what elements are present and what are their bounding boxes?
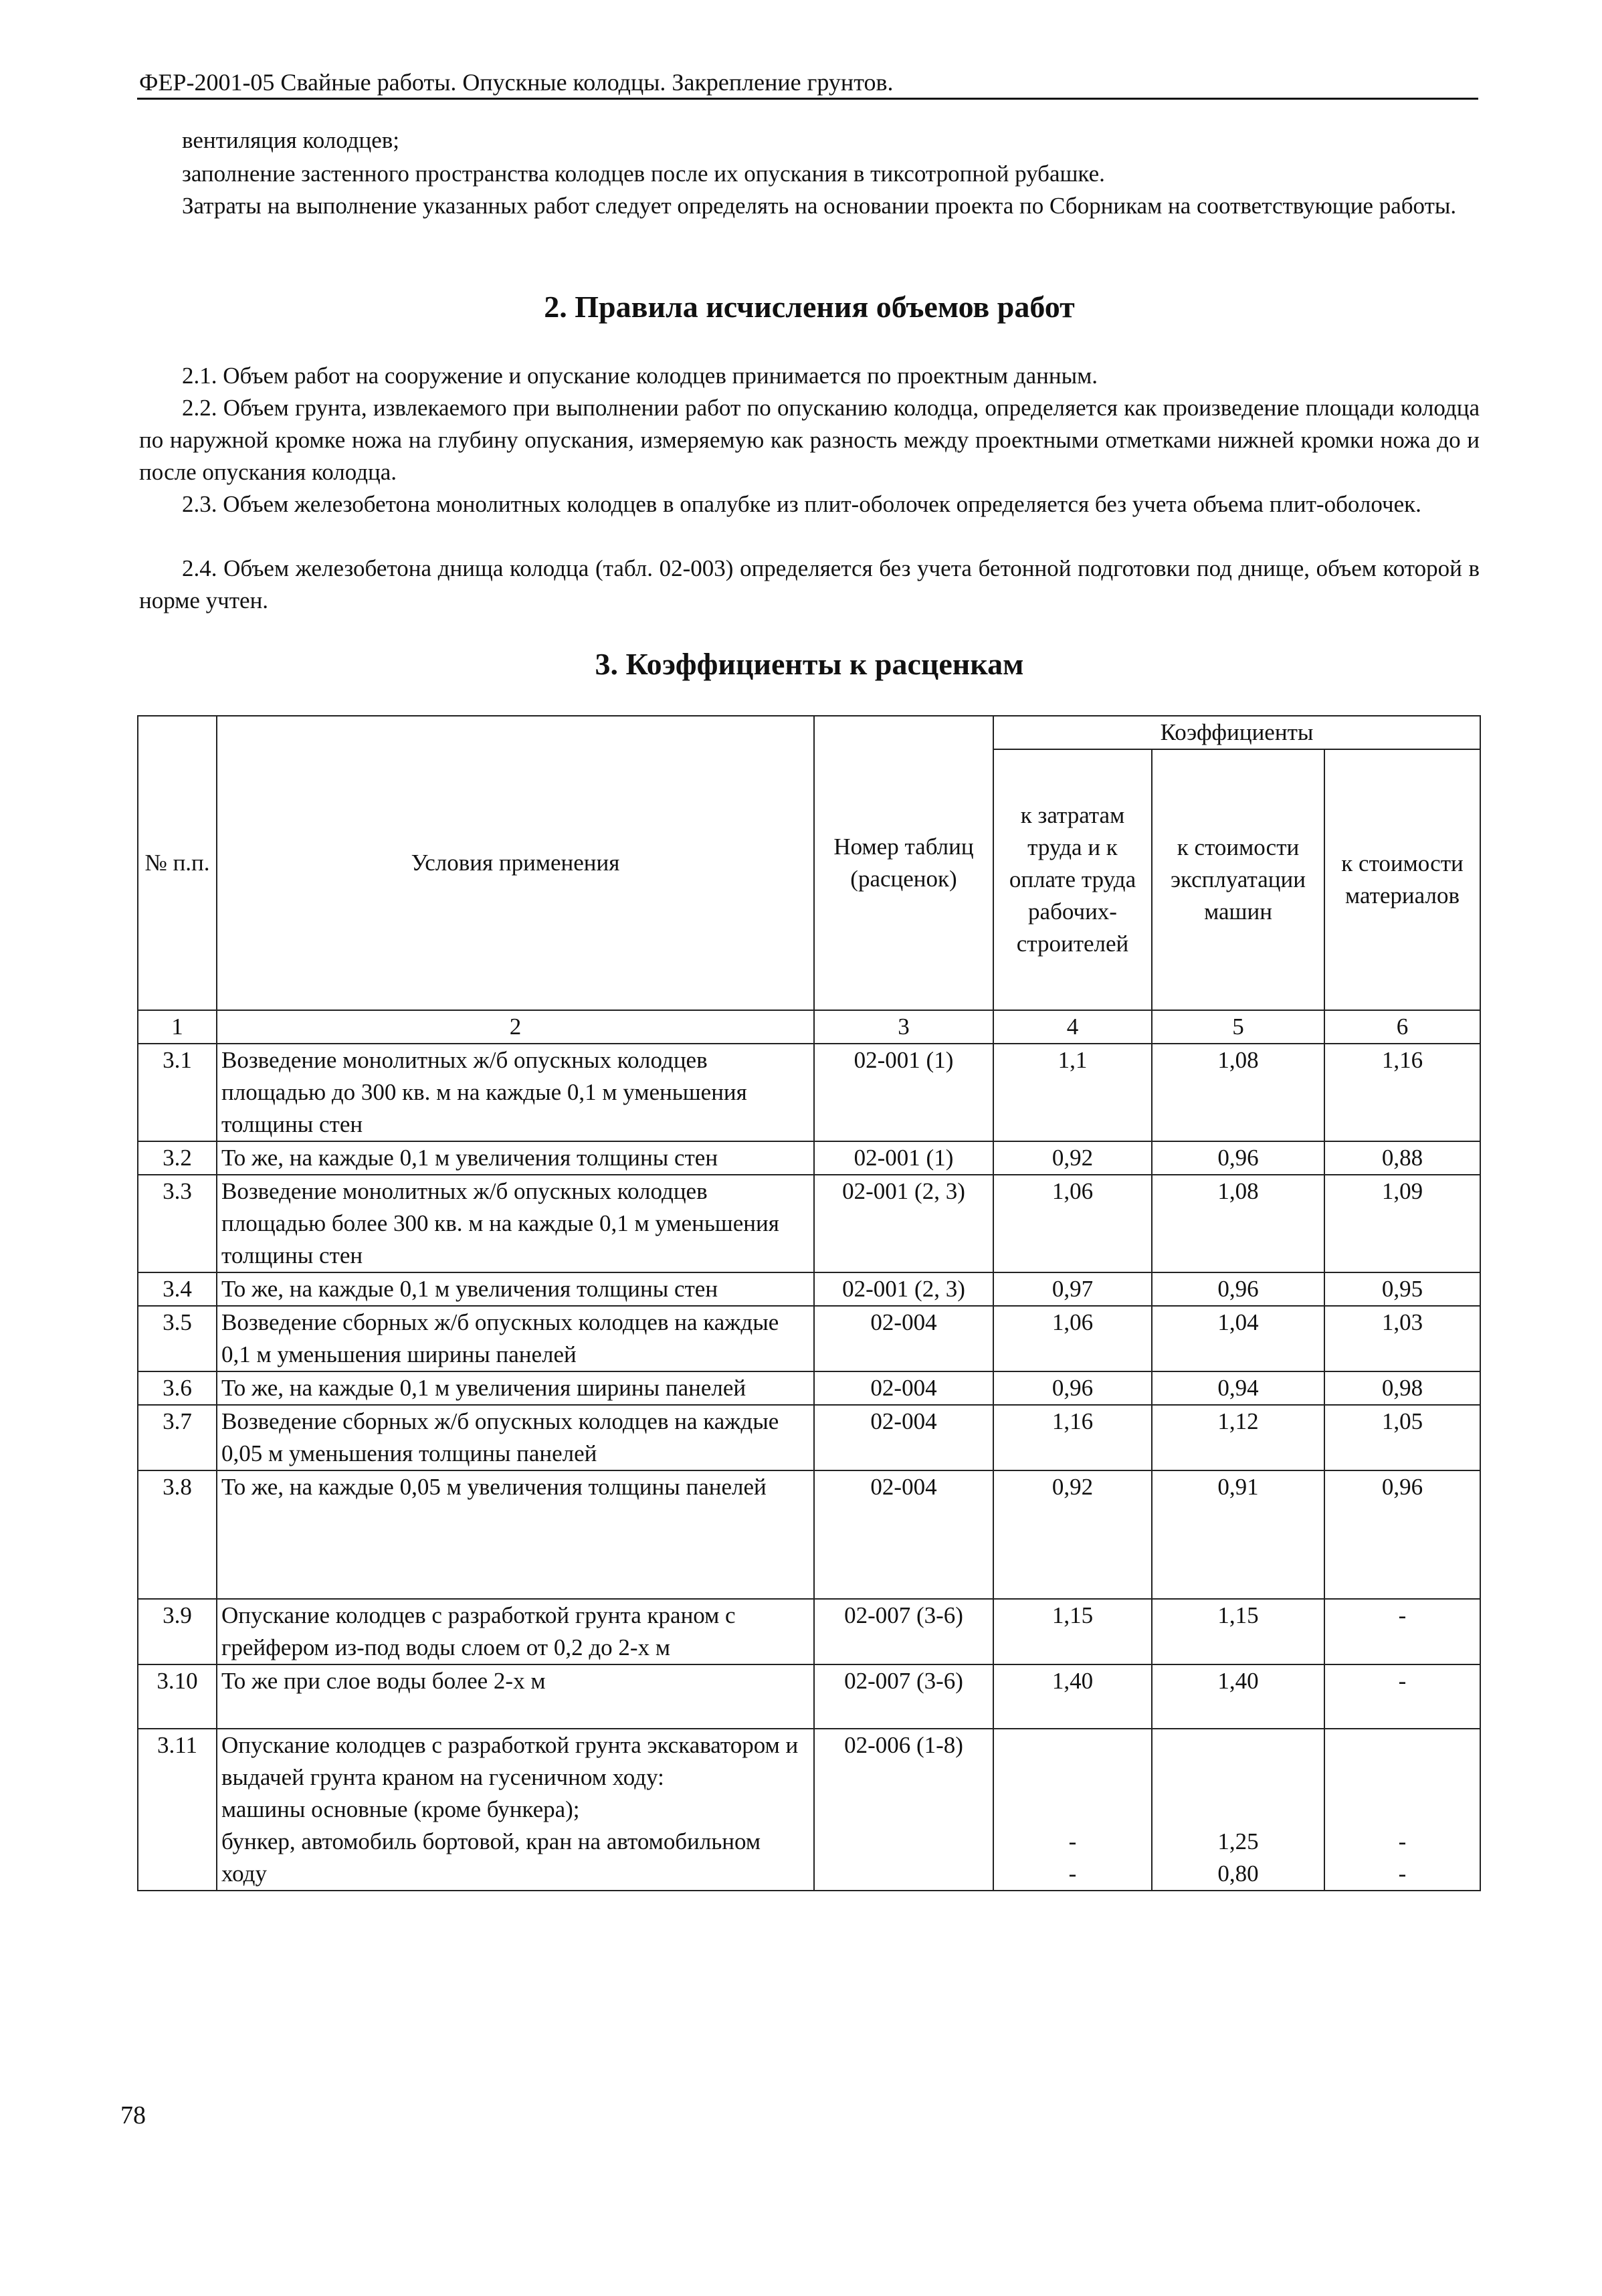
col-number: 5 <box>1152 1010 1324 1044</box>
row-num: 3.9 <box>138 1599 217 1664</box>
row-table-no: 02-004 <box>814 1306 993 1371</box>
row-materials: - <box>1324 1664 1480 1729</box>
page-number: 78 <box>120 2101 146 2129</box>
coefficients-table <box>137 715 1481 1891</box>
table-row <box>138 1044 1480 1141</box>
row-machines <box>1152 1729 1324 1891</box>
row-conditions-main: Опускание колодцев с разработкой грунта экскаватором и выдачей грунта краном на гусеничном ходу: <box>221 1732 799 1790</box>
row-conditions <box>217 1729 814 1891</box>
header-num: № п.п. <box>138 716 217 1010</box>
row-num: 3.11 <box>138 1729 217 1891</box>
row-labor: 1,40 <box>993 1664 1152 1729</box>
sub2-machines: 0,80 <box>1217 1860 1259 1887</box>
table-row <box>138 1175 1480 1272</box>
row-conditions: Возведение монолитных ж/б опускных колодцев площадью до 300 кв. м на каждые 0,1 м уменьшения толщины стен <box>217 1044 814 1141</box>
header-rule <box>137 98 1478 100</box>
sub2-materials: - <box>1398 1860 1407 1887</box>
table-row-3-11 <box>138 1729 1480 1891</box>
header-materials: к стоимости материалов <box>1324 749 1480 1010</box>
table-row <box>138 1470 1480 1599</box>
row-machines: 0,94 <box>1152 1371 1324 1405</box>
row-num: 3.10 <box>138 1664 217 1729</box>
row-table-no: 02-004 <box>814 1470 993 1599</box>
row-conditions: Возведение монолитных ж/б опускных колодцев площадью более 300 кв. м на каждые 0,1 м уменьшения толщины стен <box>217 1175 814 1272</box>
row-materials: 0,98 <box>1324 1371 1480 1405</box>
row-materials: 1,03 <box>1324 1306 1480 1371</box>
row-labor: 1,1 <box>993 1044 1152 1141</box>
row-num: 3.2 <box>138 1141 217 1175</box>
intro-paragraph: Затраты на выполнение указанных работ следует определять на основании проекта по Сборникам на соответствующие работы. <box>182 193 1457 219</box>
column-number-row <box>138 1010 1480 1044</box>
row-materials: 0,95 <box>1324 1272 1480 1306</box>
row-machines: 0,91 <box>1152 1470 1324 1599</box>
row-num: 3.4 <box>138 1272 217 1306</box>
col-number: 1 <box>138 1010 217 1044</box>
table-row <box>138 1371 1480 1405</box>
row-table-no: 02-001 (2, 3) <box>814 1272 993 1306</box>
row-conditions: То же, на каждые 0,05 м увеличения толщины панелей <box>217 1470 814 1599</box>
row-machines: 1,08 <box>1152 1175 1324 1272</box>
row-labor: 1,16 <box>993 1405 1152 1470</box>
row-table-no: 02-006 (1-8) <box>814 1729 993 1891</box>
header-conditions: Условия применения <box>217 716 814 1010</box>
row-num: 3.8 <box>138 1470 217 1599</box>
section-3-title: 3. Коэффициенты к расценкам <box>595 647 1024 681</box>
row-machines: 1,04 <box>1152 1306 1324 1371</box>
row-labor: 1,06 <box>993 1306 1152 1371</box>
row-materials: 0,96 <box>1324 1470 1480 1599</box>
row-conditions: Опускание колодцев с разработкой грунта краном с грейфером из-под воды слоем от 0,2 до 2-х м <box>217 1599 814 1664</box>
row-machines: 1,15 <box>1152 1599 1324 1664</box>
row-conditions-sub2: бункер, автомобиль бортовой, кран на автомобильном ходу <box>221 1828 761 1887</box>
row-labor <box>993 1729 1152 1891</box>
sub1-materials: - <box>1398 1828 1407 1854</box>
row-labor: 0,92 <box>993 1141 1152 1175</box>
row-labor: 1,15 <box>993 1599 1152 1664</box>
row-conditions: Возведение сборных ж/б опускных колодцев на каждые 0,05 м уменьшения толщины панелей <box>217 1405 814 1470</box>
row-labor: 0,92 <box>993 1470 1152 1599</box>
row-labor: 0,96 <box>993 1371 1152 1405</box>
table-row <box>138 1272 1480 1306</box>
header-machines: к стоимости эксплуатации машин <box>1152 749 1324 1010</box>
table-row <box>138 1664 1480 1729</box>
header-table-no: Номер таблиц (расценок) <box>814 716 993 1010</box>
header-row-1 <box>138 716 1480 749</box>
row-materials <box>1324 1729 1480 1891</box>
table-row <box>138 1306 1480 1371</box>
row-conditions-sub1: машины основные (кроме бункера); <box>221 1796 580 1822</box>
rule-2-4: 2.4. Объем железобетона днища колодца (табл. 02-003) определяется без учета бетонной подготовки под днище, объем которой в норме учтен. <box>139 555 1480 613</box>
row-num: 3.3 <box>138 1175 217 1272</box>
rule-2-2: 2.2. Объем грунта, извлекаемого при выполнении работ по опусканию колодца, определяется как произведение площади колодца по наружной кромке ножа на глубину опускания, измеряемую как разность между проектными отметками нижней кромки ножа до и после опускания колодца. <box>139 395 1480 485</box>
row-table-no: 02-007 (3-6) <box>814 1599 993 1664</box>
table-row <box>138 1405 1480 1470</box>
row-num: 3.7 <box>138 1405 217 1470</box>
row-conditions: Возведение сборных ж/б опускных колодцев на каждые 0,1 м уменьшения ширины панелей <box>217 1306 814 1371</box>
intro-line-2: заполнение застенного пространства колодцев после их опускания в тиксотропной рубашке. <box>182 161 1105 187</box>
row-conditions: То же, на каждые 0,1 м увеличения толщины стен <box>217 1272 814 1306</box>
row-table-no: 02-001 (2, 3) <box>814 1175 993 1272</box>
row-materials: 1,16 <box>1324 1044 1480 1141</box>
row-machines: 0,96 <box>1152 1141 1324 1175</box>
section-2-title: 2. Правила исчисления объемов работ <box>544 290 1075 324</box>
row-table-no: 02-007 (3-6) <box>814 1664 993 1729</box>
row-machines: 0,96 <box>1152 1272 1324 1306</box>
row-table-no: 02-001 (1) <box>814 1141 993 1175</box>
col-number: 3 <box>814 1010 993 1044</box>
row-materials: 1,05 <box>1324 1405 1480 1470</box>
table-row <box>138 1599 1480 1664</box>
header-labor: к затратам труда и к оплате труда рабочих-строителей <box>993 749 1152 1010</box>
row-num: 3.6 <box>138 1371 217 1405</box>
sub1-machines: 1,25 <box>1217 1828 1259 1854</box>
col-number: 6 <box>1324 1010 1480 1044</box>
row-num: 3.1 <box>138 1044 217 1141</box>
table-row <box>138 1141 1480 1175</box>
row-conditions: То же, на каждые 0,1 м увеличения ширины панелей <box>217 1371 814 1405</box>
sub2-labor: - <box>1068 1860 1077 1887</box>
header-coefficients: Коэффициенты <box>993 716 1480 749</box>
sub1-labor: - <box>1068 1828 1077 1854</box>
col-number: 4 <box>993 1010 1152 1044</box>
row-conditions: То же при слое воды более 2-х м <box>217 1664 814 1729</box>
row-machines: 1,12 <box>1152 1405 1324 1470</box>
row-labor: 0,97 <box>993 1272 1152 1306</box>
row-table-no: 02-004 <box>814 1405 993 1470</box>
row-labor: 1,06 <box>993 1175 1152 1272</box>
row-conditions: То же, на каждые 0,1 м увеличения толщины стен <box>217 1141 814 1175</box>
intro-line-1: вентиляция колодцев; <box>182 127 400 153</box>
row-materials: - <box>1324 1599 1480 1664</box>
row-table-no: 02-004 <box>814 1371 993 1405</box>
rule-2-1: 2.1. Объем работ на сооружение и опускание колодцев принимается по проектным данным. <box>182 363 1098 389</box>
rule-2-3: 2.3. Объем железобетона монолитных колодцев в опалубке из плит-оболочек определяется без учета объема плит-оболочек. <box>182 491 1421 517</box>
row-table-no: 02-001 (1) <box>814 1044 993 1141</box>
row-materials: 1,09 <box>1324 1175 1480 1272</box>
col-number: 2 <box>217 1010 814 1044</box>
running-header: ФЕР-2001-05 Свайные работы. Опускные колодцы. Закрепление грунтов. <box>139 69 894 96</box>
row-machines: 1,08 <box>1152 1044 1324 1141</box>
row-materials: 0,88 <box>1324 1141 1480 1175</box>
row-num: 3.5 <box>138 1306 217 1371</box>
row-machines: 1,40 <box>1152 1664 1324 1729</box>
